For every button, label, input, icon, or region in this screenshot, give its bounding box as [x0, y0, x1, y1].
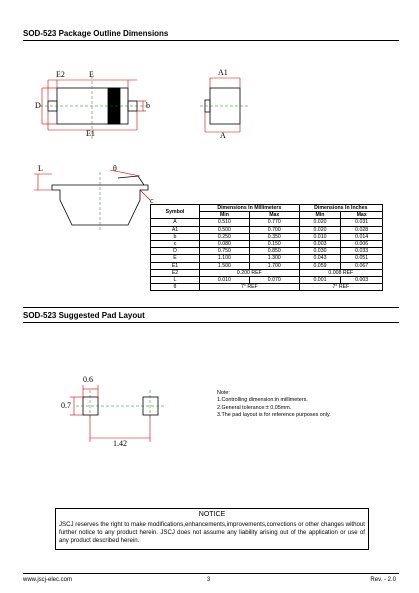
header-mm-max: Max: [249, 212, 299, 219]
table-row: [151, 226, 383, 233]
section-rule-pad: [23, 322, 399, 323]
header-in-min: Min: [299, 212, 341, 219]
pad-layout-drawing: [70, 385, 165, 442]
cell-in-min: 0.020: [299, 226, 341, 233]
cell-mm-min: 0.080: [200, 240, 250, 247]
notice-box: [55, 508, 369, 550]
label-a: A: [220, 131, 226, 140]
cell-symbol: E1: [151, 262, 200, 269]
label-a1: A1: [218, 68, 228, 77]
header-in-max: Max: [341, 212, 383, 219]
cell-mm-ref: 7° REF: [200, 284, 300, 291]
cell-in-max: 0.031: [341, 219, 383, 226]
pad-height-label: 0.7: [61, 401, 71, 410]
cell-mm-min: 1.500: [200, 262, 250, 269]
cell-mm-max: 0.770: [249, 219, 299, 226]
label-theta: θ: [113, 164, 117, 173]
cell-in-max: 0.006: [341, 240, 383, 247]
footer-revision: Rev. - 2.0: [370, 577, 396, 583]
cell-in-ref: 7° REF: [299, 284, 382, 291]
header-symbol: Symbol: [151, 205, 200, 219]
cell-mm-min: 1.100: [200, 255, 250, 262]
cell-in-max: 0.051: [341, 255, 383, 262]
notice-text: JSCJ reserves the right to make modifications,enhancements,improvements,corrections or other changes without further notice to any product herein. JSCJ does not assume any liability arising out of the application or use of any product described herein.: [59, 521, 365, 544]
cell-in-min: 0.030: [299, 248, 341, 255]
notes-block: [217, 390, 331, 420]
label-c: c: [150, 196, 154, 205]
label-l: L: [38, 164, 43, 173]
cell-symbol: b: [151, 233, 200, 240]
cell-mm-max: 0.350: [249, 233, 299, 240]
cell-mm-max: 1.300: [249, 255, 299, 262]
table-row: [151, 262, 383, 269]
note-line: 1.Controlling dimension:in millimeters.: [217, 397, 308, 404]
header-mm-min: Min: [200, 212, 250, 219]
label-e1: E1: [86, 129, 95, 138]
cell-symbol: E: [151, 255, 200, 262]
cell-in-min: 0.043: [299, 255, 341, 262]
cell-symbol: A1: [151, 226, 200, 233]
notes-title: Note:: [217, 390, 230, 396]
cell-in-max: 0.003: [341, 276, 383, 283]
cell-in-min: 0.003: [299, 240, 341, 247]
pad-span-label: 1.42: [113, 439, 127, 448]
cell-mm-ref: 0.200 REF: [200, 269, 300, 276]
label-e: E: [89, 70, 94, 79]
section-title-outline: SOD-523 Package Outline Dimensions: [23, 29, 169, 38]
label-d: D: [35, 101, 41, 110]
cell-in-min: 0.059: [299, 262, 341, 269]
cell-in-max: 0.028: [341, 226, 383, 233]
cell-mm-max: 0.150: [249, 240, 299, 247]
cell-mm-min: 0.010: [200, 276, 250, 283]
table-row: [151, 284, 383, 291]
cell-in-max: 0.014: [341, 233, 383, 240]
cell-in-max: 0.033: [341, 248, 383, 255]
header-mm: Dimensions In Millimeters: [200, 205, 300, 212]
notice-title: NOTICE: [198, 511, 226, 518]
cell-mm-min: 0.510: [200, 219, 250, 226]
table-row: [151, 248, 383, 255]
lead-detail-view: [34, 170, 150, 232]
header-in: Dimensions In Inches: [299, 205, 382, 212]
section-title-pad: SOD-523 Suggested Pad Layout: [23, 311, 145, 320]
cell-in-min: 0.010: [299, 233, 341, 240]
cell-mm-min: 0.750: [200, 248, 250, 255]
footer-rule: [23, 573, 399, 574]
cell-in-ref: 0.008 REF: [299, 269, 382, 276]
section-rule-pad-top: [23, 307, 399, 308]
side-view: [200, 78, 250, 132]
footer-url[interactable]: www.jscj-elec.com: [23, 577, 73, 583]
cell-mm-min: 0.250: [200, 233, 250, 240]
top-view: [40, 76, 150, 140]
label-b: b: [146, 101, 150, 110]
cell-mm-max: 1.700: [249, 262, 299, 269]
table-row: [151, 240, 383, 247]
cell-mm-min: 0.500: [200, 226, 250, 233]
table-row: [151, 255, 383, 262]
cell-mm-max: 0.700: [249, 226, 299, 233]
cell-mm-max: 0.850: [249, 248, 299, 255]
table-row: [151, 219, 383, 226]
cell-mm-max: 0.070: [249, 276, 299, 283]
dimensions-table: [150, 204, 383, 291]
table-row: [151, 269, 383, 276]
footer-page-number: 3: [207, 577, 211, 583]
cell-in-min: 0.001: [299, 276, 341, 283]
cell-symbol: A: [151, 219, 200, 226]
cell-symbol: D: [151, 248, 200, 255]
cell-in-min: 0.020: [299, 219, 341, 226]
cell-symbol: c: [151, 240, 200, 247]
table-row: [151, 233, 383, 240]
cell-symbol: θ: [151, 284, 200, 291]
cell-symbol: E2: [151, 269, 200, 276]
label-e2: E2: [56, 70, 65, 79]
pad-width-label: 0.6: [83, 375, 93, 384]
cell-symbol: L: [151, 276, 200, 283]
note-line: 3.The pad layout is for reference purposes only.: [217, 412, 331, 419]
note-line: 2.General tolerance:± 0.05mm.: [217, 404, 292, 411]
table-row: [151, 276, 383, 283]
cell-in-max: 0.067: [341, 262, 383, 269]
